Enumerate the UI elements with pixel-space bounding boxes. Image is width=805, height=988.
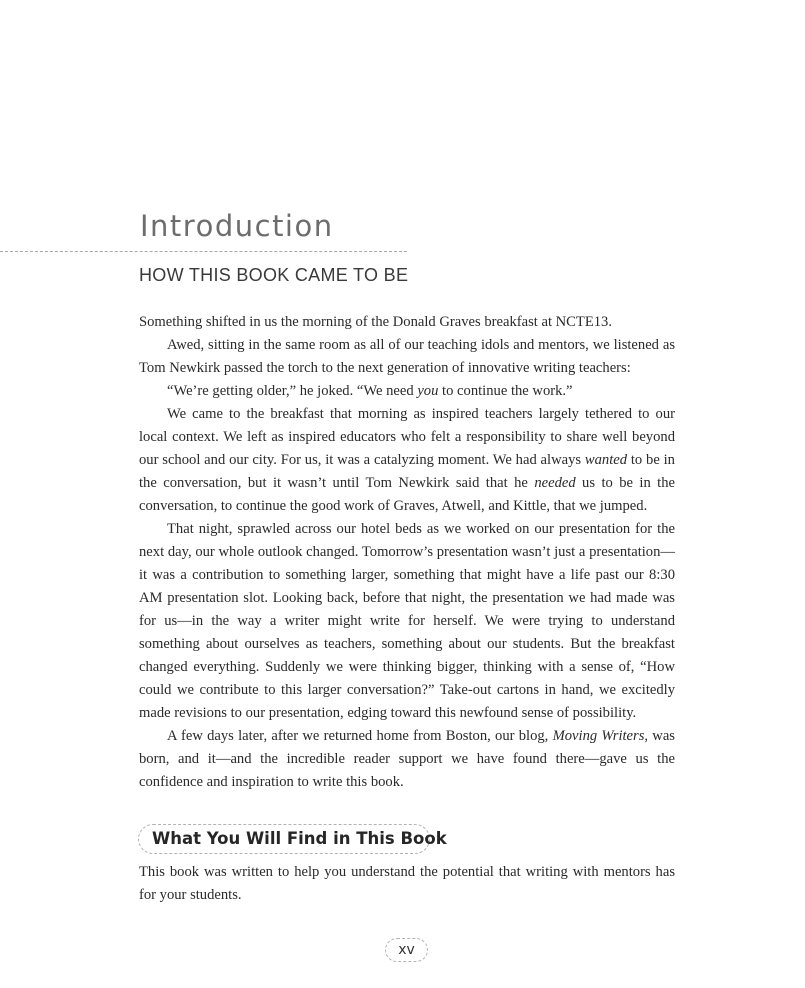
paragraph-4: We came to the breakfast that morning as inspired teachers largely tethered to our local context. We left as inspired educators who felt a responsibility to share well beyond our school and our city. For us, it was a catalyzing moment. We had always wanted to be in the conversation, but it wasn’t until Tom Newkirk said that he needed us to be in the conversation, to continue the good work of Graves, Atwell, and Kittle, that we jumped. [139, 406, 676, 514]
section-paragraph: This book was written to help you understand the potential that writing with mentors has for your students. [139, 864, 675, 903]
paragraph-6: A few days later, after we returned home from Boston, our blog, Moving Writers, was born, and it—and the incredible reader support we have found there—gave us the confidence and inspiration to write this book. [139, 728, 675, 790]
paragraph-2: Awed, sitting in the same room as all of our teaching idols and mentors, we listened as Tom Newkirk passed the torch to the next generation of innovative writing teachers: [139, 337, 675, 376]
emphasis-needed: needed [534, 475, 576, 491]
paragraph-1: Something shifted in us the morning of the Donald Graves breakfast at NCTE13. [139, 314, 612, 330]
chapter-title: Introduction [140, 209, 334, 243]
body-text [139, 311, 675, 794]
section-body [139, 861, 675, 907]
paragraph-5: That night, sprawled across our hotel beds as we worked on our presentation for the next day, our whole outlook changed. Tomorrow’s presentation wasn’t just a presentation—it was a contribution to something larger, something that might have a life past our 8:30 AM presentation slot. Looking back, before that night, the presentation we had made was for us—in the way a writer might write for herself. We were trying to understand something about ourselves as teachers, something about our students. But the breakfast changed everything. Suddenly we were thinking bigger, thinking with a sense of, “How could we contribute to this larger conversation?” Take-out cartons in hand, we excitedly made revisions to our presentation, edging toward this newfound sense of possibility. [139, 521, 675, 721]
page-number: xv [398, 942, 415, 958]
paragraph-3: “We’re getting older,” he joked. “We need you to continue the work.” [167, 383, 573, 399]
blog-title: Moving Writers [552, 728, 645, 744]
title-divider [0, 251, 407, 252]
emphasis-wanted: wanted [584, 452, 628, 468]
section-heading: What You Will Find in This Book [152, 829, 447, 848]
emphasis-you: you [417, 383, 439, 399]
chapter-subtitle: HOW THIS BOOK CAME TO BE [139, 265, 409, 285]
